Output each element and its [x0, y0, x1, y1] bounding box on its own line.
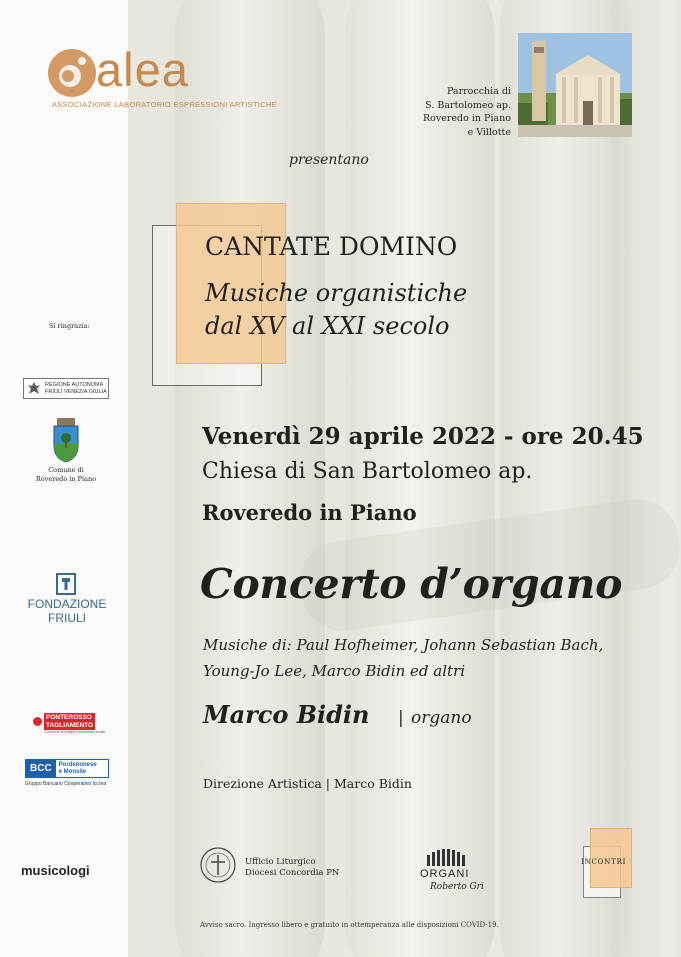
musicologi-text: musicologi [21, 863, 90, 878]
sun-icon [33, 717, 42, 726]
bank-top: PONTEROSSO [46, 714, 92, 721]
concert-title: Concerto d’organo [200, 560, 623, 608]
event-title: CANTATE DOMINO [205, 232, 458, 261]
bcc-name-line: e Monsile [58, 769, 87, 775]
bcc-badge: BCC [26, 760, 56, 777]
bcc-pordenonese-logo [25, 759, 109, 789]
performer-name: Marco Bidin [203, 700, 370, 729]
parish-info [423, 85, 511, 139]
parish-line: S. Bartolomeo ap. [425, 99, 511, 111]
region-fvg-logo [23, 378, 109, 399]
organi-label: ORGANI [420, 868, 470, 880]
foundation-line: FRIULI [47, 611, 86, 625]
organ-maker: Roberto Gri [430, 882, 484, 892]
organizer-logo-text: alea [96, 43, 189, 96]
composers-line: Young-Jo Lee, Marco Bidin ed altri [203, 662, 465, 680]
church-photo [518, 33, 632, 137]
ufficio-line: Ufficio Liturgico [245, 857, 316, 867]
eagle-icon [27, 381, 41, 396]
presenting-label: presentano [289, 152, 369, 168]
diocese-seal-icon [199, 846, 237, 884]
foundation-line: FONDAZIONE [27, 597, 107, 611]
performer-role: organo [411, 708, 472, 728]
thanks-label: Si ringrazia: [49, 322, 90, 330]
comune-coat-of-arms-icon [51, 418, 81, 462]
fondazione-friuli-logo [18, 597, 116, 625]
event-venue: Chiesa di San Bartolomeo ap. [202, 459, 533, 484]
performer-separator: | [398, 708, 404, 728]
parish-line: e Villotte [467, 126, 511, 138]
region-line: FRIULI VENEZIA GIULIA [45, 388, 107, 395]
bank-sub: Consorzio di sviluppo economico locale [44, 730, 106, 734]
ponterosso-tagliamento-logo [33, 713, 106, 734]
parish-line: Parrocchia di [446, 86, 511, 97]
ufficio-line: Diocesi Concordia PN [245, 868, 340, 878]
comune-line: Roveredo in Piano [35, 475, 97, 483]
organizer-logo-subtitle: ASSOCIAZIONE LABORATORIO ESPRESSIONI ARTISTICHE [52, 100, 277, 109]
bcc-name-line: Pordenonese [58, 762, 97, 768]
program-composers [203, 632, 603, 684]
subtitle-line: dal XV al XXI secolo [205, 312, 450, 340]
artistic-direction: Direzione Artistica | Marco Bidin [203, 776, 412, 791]
event-town: Roveredo in Piano [202, 500, 417, 525]
ufficio-liturgico-label [245, 857, 339, 879]
fondazione-friuli-icon [56, 573, 76, 595]
footer-notice: Avviso sacro. Ingresso libero e gratuito in ottemperanza alle disposizioni COVID-19. [200, 921, 499, 929]
musicologi-logo [21, 863, 111, 885]
event-subtitle [205, 277, 467, 343]
incontri-label: INCONTRI [581, 858, 627, 866]
organ-pipes-icon [425, 849, 467, 866]
composers-line: Musiche di: Paul Hofheimer, Johann Sebastian Bach, [203, 636, 604, 654]
alea-logo-icon [46, 47, 98, 99]
subtitle-line: Musiche organistiche [205, 279, 468, 307]
bcc-group: Gruppo Bancario Cooperativo Iccrea [25, 781, 107, 787]
comune-line: Comune di [48, 466, 84, 474]
event-date-time: Venerdì 29 aprile 2022 - ore 20.45 [202, 423, 644, 450]
comune-label [18, 466, 114, 484]
bank-mid: TAGLIAMENTO [46, 721, 94, 729]
region-line: REGIONE AUTONOMA [45, 381, 104, 388]
parish-line: Roveredo in Piano [423, 113, 511, 124]
